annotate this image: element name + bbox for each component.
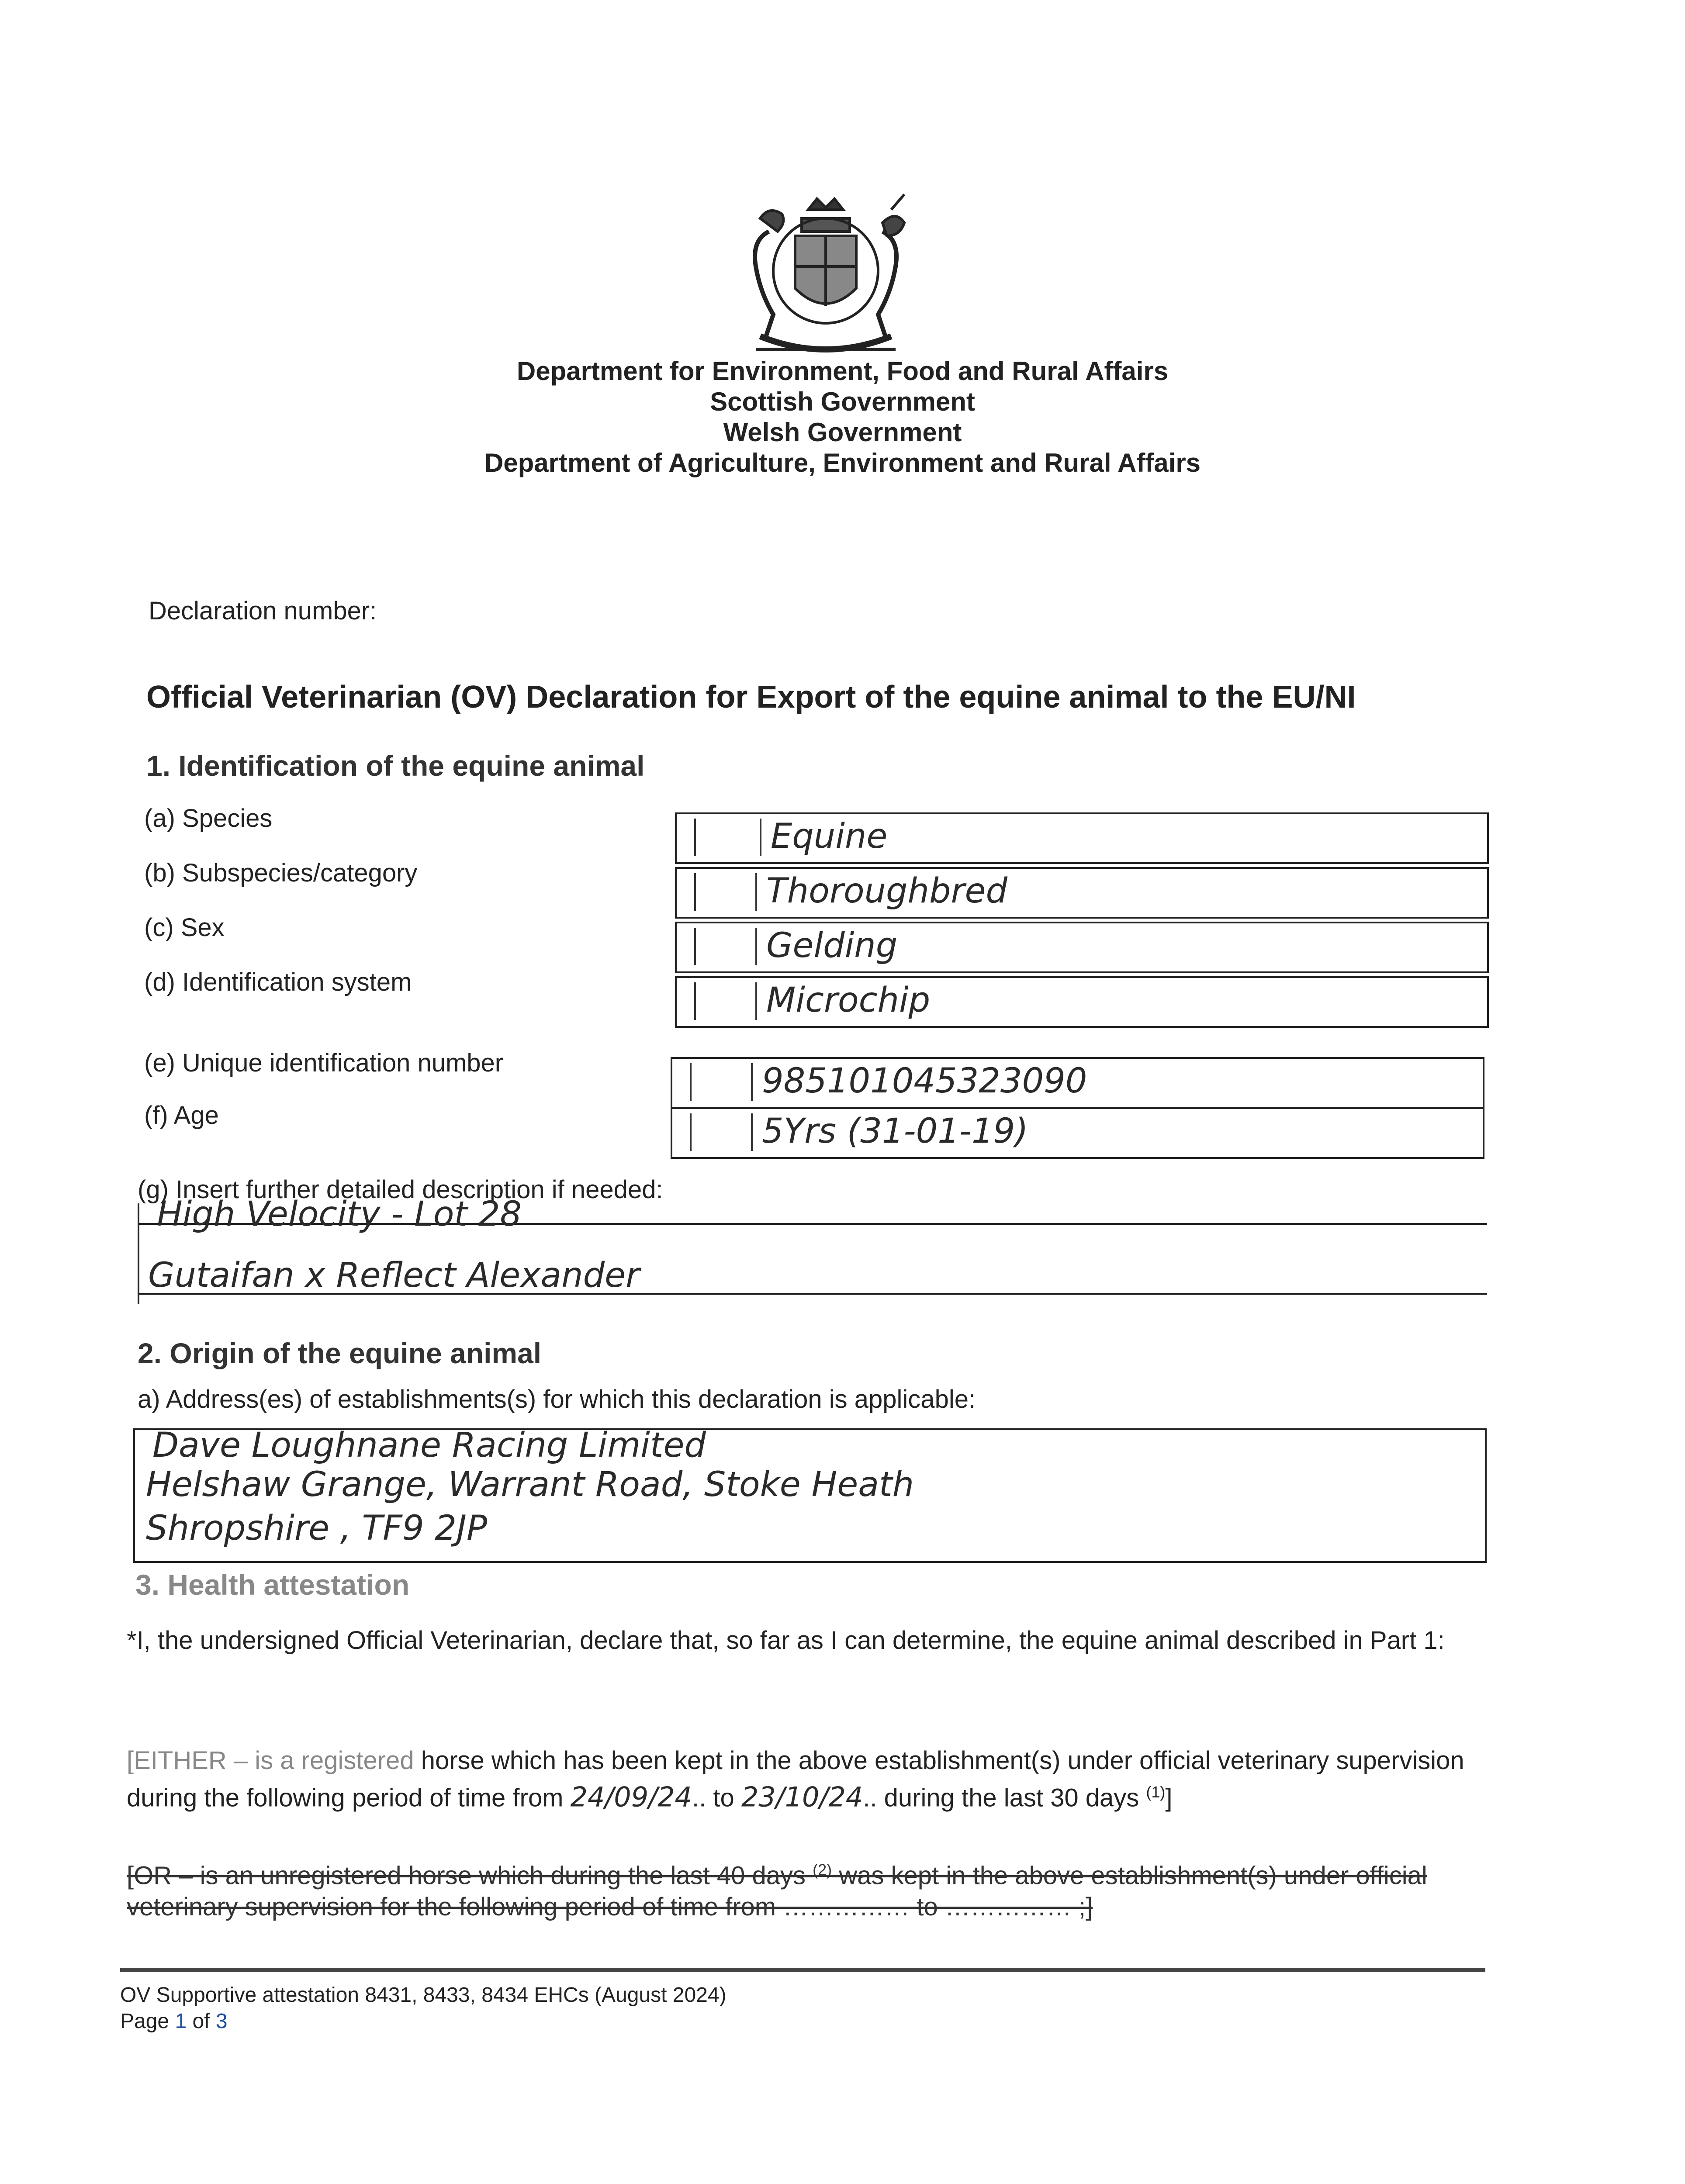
royal-coat-of-arms-icon <box>721 192 931 367</box>
department-line-1: Department for Environment, Food and Rural Affairs <box>516 356 1169 386</box>
address-label: a) Address(es) of establishments(s) for which this declaration is applicable: <box>138 1385 976 1413</box>
address-line-3: Shropshire , TF9 2JP <box>146 1509 488 1548</box>
subspecies-field[interactable] <box>675 867 1489 919</box>
or-text: [OR – is an unregistered horse which during the last 40 days <box>127 1861 813 1890</box>
either-statement <box>127 1745 1485 1814</box>
subspecies-value: Thoroughbred <box>766 871 1008 911</box>
address-line-2: Helshaw Grange, Warrant Road, Stoke Heath <box>146 1465 914 1504</box>
or-statement <box>127 1854 1485 1923</box>
either-to-date: 23/10/24 <box>741 1781 863 1813</box>
species-field[interactable] <box>675 812 1489 864</box>
unique-id-field[interactable] <box>671 1057 1484 1109</box>
address-line-1: Dave Loughnane Racing Limited <box>152 1426 706 1465</box>
either-close: ] <box>1165 1783 1173 1812</box>
page-total: 3 <box>215 2010 228 2033</box>
section-3-heading: 3. Health attestation <box>135 1569 410 1601</box>
section-1-heading: 1. Identification of the equine animal <box>146 750 645 782</box>
identification-system-label: (d) Identification system <box>144 968 412 996</box>
either-from-date: 24/09/24 <box>570 1781 692 1813</box>
unique-id-value: 985101045323090 <box>762 1061 1087 1101</box>
species-value: Equine <box>771 817 888 856</box>
or-text-2: was kept in the above establishment(s) under official veterinary supervision for the following period of time from …………… to …………… ;] <box>127 1861 1427 1921</box>
identification-system-value: Microchip <box>766 981 931 1020</box>
department-line-2: Scottish Government <box>710 387 975 416</box>
page-current: 1 <box>175 2010 187 2033</box>
age-value: 5Yrs (31-01-19) <box>762 1112 1028 1151</box>
description-label: (g) Insert further detailed description if needed: <box>138 1175 663 1204</box>
either-end: .. during the last 30 days <box>863 1783 1146 1812</box>
department-line-3: Welsh Government <box>723 418 962 447</box>
or-footnote: (2) <box>813 1861 832 1879</box>
department-line-4: Department of Agriculture, Environment and Rural Affairs <box>484 448 1201 477</box>
age-label: (f) Age <box>144 1101 219 1130</box>
description-line-2: Gutaifan x Reflect Alexander <box>148 1256 640 1295</box>
page-number <box>120 2009 228 2033</box>
species-label: (a) Species <box>144 804 273 833</box>
page-prefix: Page <box>120 2010 175 2033</box>
health-attestation-intro: *I, the undersigned Official Veterinarian, declare that, so far as I can determine, the equine animal described in Part 1: <box>127 1626 1445 1655</box>
subspecies-label: (b) Subspecies/category <box>144 859 418 887</box>
either-prefix: [EITHER – is a registered <box>127 1746 414 1775</box>
footer-attestation: OV Supportive attestation 8431, 8433, 8434 EHCs (August 2024) <box>120 1984 727 2007</box>
either-text: horse which has been kept in the above establishment(s) under official veterinary supervision during the following period of time from <box>127 1746 1464 1812</box>
declaration-number-label: Declaration number: <box>149 597 377 625</box>
page-mid: of <box>187 2010 216 2033</box>
description-line-1: High Velocity - Lot 28 <box>157 1195 522 1234</box>
section-2-heading: 2. Origin of the equine animal <box>138 1337 542 1369</box>
unique-id-label: (e) Unique identification number <box>144 1049 504 1077</box>
page-title: Official Veterinarian (OV) Declaration for Export of the equine animal to the EU/NI <box>146 680 1356 715</box>
sex-label: (c) Sex <box>144 913 225 942</box>
sex-value: Gelding <box>766 926 898 965</box>
sex-field[interactable] <box>675 922 1489 973</box>
address-field[interactable] <box>133 1428 1487 1563</box>
age-field[interactable] <box>671 1107 1484 1159</box>
either-mid: .. to <box>692 1783 741 1812</box>
either-footnote: (1) <box>1146 1783 1166 1801</box>
description-field[interactable] <box>138 1195 1487 1304</box>
identification-system-field[interactable] <box>675 976 1489 1028</box>
footer-divider <box>120 1968 1485 1972</box>
